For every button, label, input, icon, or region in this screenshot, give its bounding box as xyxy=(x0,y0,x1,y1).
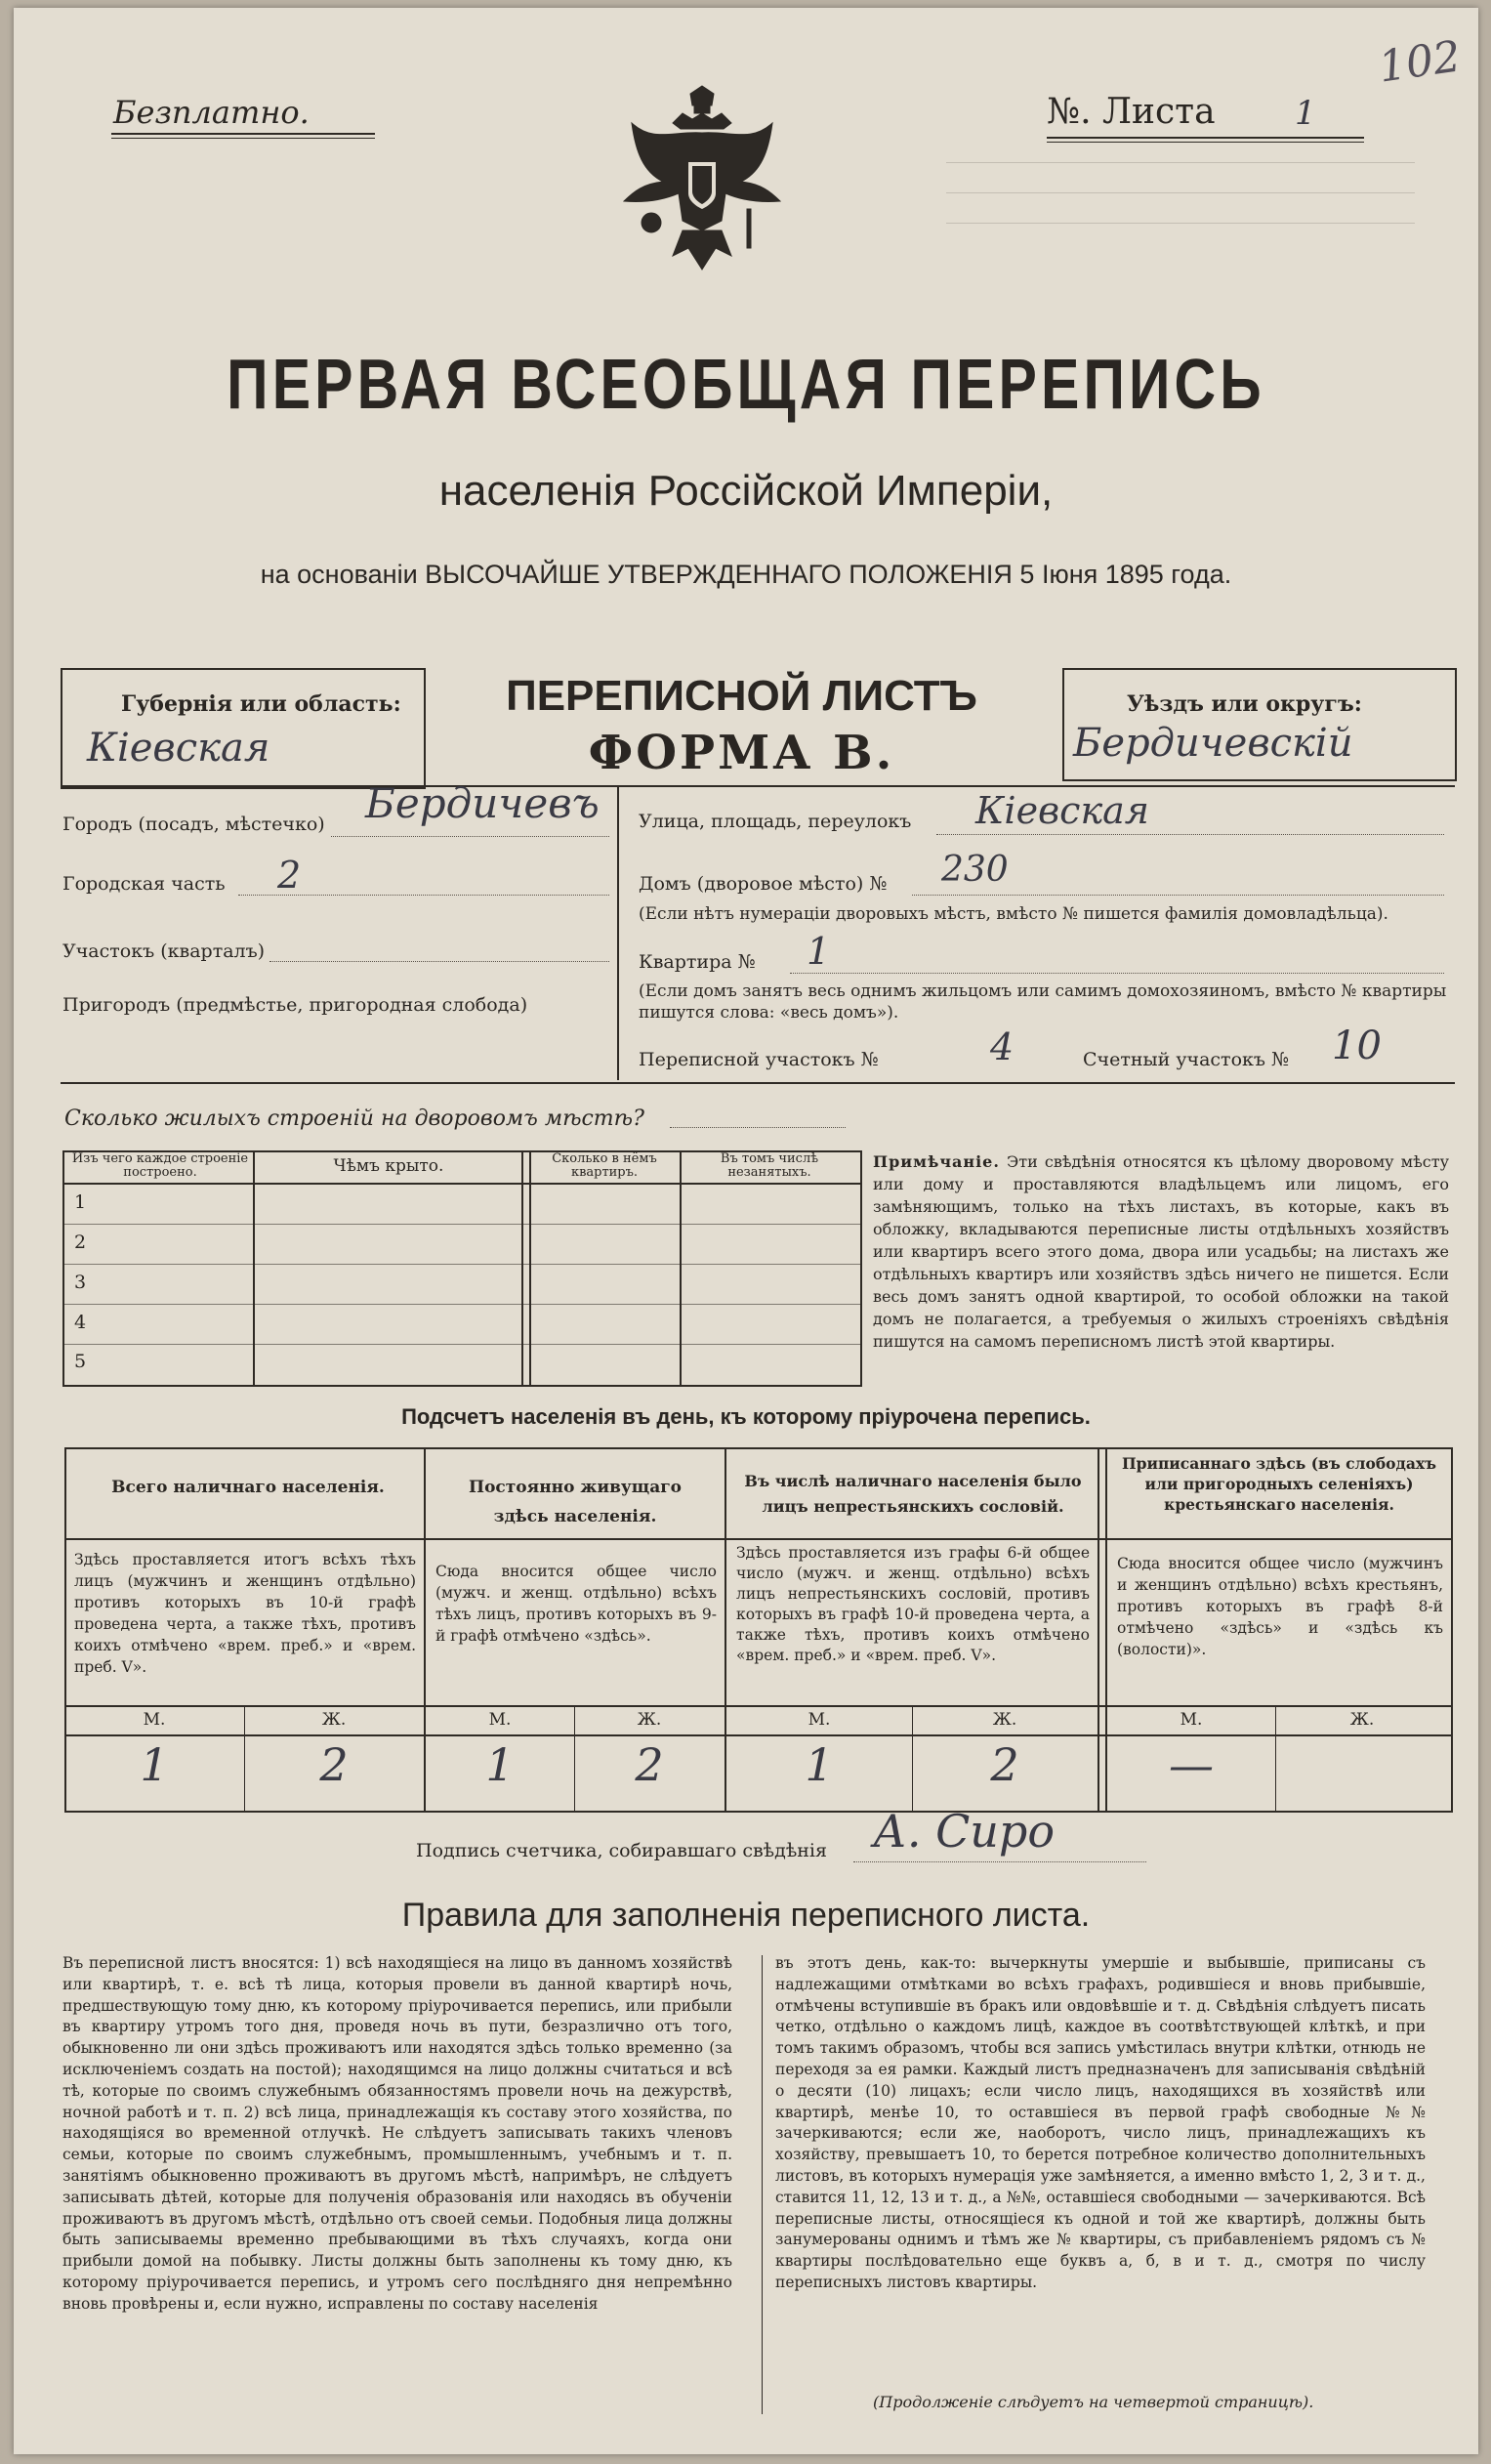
population-title: Подсчетъ населенія въ день, къ которому пріурочена перепись. xyxy=(401,1404,1091,1429)
census-area-label: Переписной участокъ № xyxy=(639,1049,879,1070)
city-part-label: Городская часть xyxy=(62,873,226,895)
pop-desc-total: Здѣсь проставляется итогъ всѣхъ тѣхъ лицъ (мужчинъ и женщинъ отдѣльно) противъ которыхъ въ 10-й графѣ проведена черта, а также тѣхъ, противъ коихъ отмѣчено «врем. преб.» и «врем. преб. V». xyxy=(74,1551,416,1676)
pop-head-nonpeasant: Въ числѣ наличнаго населенія было лицъ непрестьянскихъ сословій. xyxy=(744,1472,1082,1516)
pop-f-label: Ж. xyxy=(1349,1710,1375,1730)
signature-label: Подпись счетчика, собиравшаго свѣдѣнія xyxy=(416,1840,827,1861)
count-area-value: 10 xyxy=(1332,1023,1382,1068)
house-note: (Если нѣтъ нумераціи дворовыхъ мѣстъ, вмѣсто № пишется фамилія домовладѣльца). xyxy=(639,904,1388,924)
pop-f-label: Ж. xyxy=(321,1710,347,1730)
sheet-no-value: 1 xyxy=(1295,94,1316,133)
pop-desc-permanent: Сюда вносится общее число (мужч. и женщ. отдѣльно) всѣхъ тѣхъ лицъ, противъ которыхъ въ 9-й графѣ отмѣчено «здѣсь». xyxy=(435,1563,717,1645)
signature-value: А. Сиро xyxy=(873,1805,1056,1858)
buildings-col4: Въ томъ числѣ незанятыхъ. xyxy=(720,1151,819,1180)
pop-m-label: М. xyxy=(488,1710,512,1730)
rules-footer: (Продолженіе слѣдуетъ на четвертой страницѣ). xyxy=(873,2393,1314,2411)
bleed-through xyxy=(946,154,1415,281)
house-label: Домъ (дворовое мѣсто) № xyxy=(639,873,888,895)
census-sheet xyxy=(14,8,1478,2454)
pop-m-value: 1 xyxy=(140,1738,169,1791)
note-lead: Примѣчаніе. xyxy=(873,1152,1000,1171)
pop-desc-peasant: Сюда вносится общее число (мужчинъ и женщинъ отдѣльно) всѣхъ крестьянъ, противъ которыхъ въ графѣ 8-й отмѣчено «здѣсь» и «здѣсь къ (волости)». xyxy=(1117,1555,1443,1658)
buildings-row-num: 3 xyxy=(74,1272,87,1293)
pop-m-value: — xyxy=(1169,1738,1214,1791)
buildings-row-num: 2 xyxy=(74,1232,87,1253)
form-name: ФОРМА В. xyxy=(588,726,895,780)
pop-m-label: М. xyxy=(143,1710,166,1730)
pop-head-peasant: Приписаннаго здѣсь (въ слободахъ или пригородныхъ селеніяхъ) крестьянскаго населенія. xyxy=(1121,1454,1436,1514)
subtitle: населенія Россійской Имперіи, xyxy=(438,467,1054,515)
district-value: Бердичевскій xyxy=(1073,721,1353,766)
rules-left-column: Въ переписной листъ вносятся: 1) всѣ находящіеся на лицо въ данномъ хозяйствѣ или квартирѣ, т. е. всѣ тѣ лица, которыя провели въ данной квартирѣ ночь, предшествующую тому дню, къ которому пріурочивается перепись, или прибыли въ квартиру утромъ того дня, проведя ночь въ пути, безразлично отъ того, обыкновенно ли они здѣсь проживаютъ или находятся здѣсь только временно (за исключеніемъ создать на постой); находящимся на лицо должны считаться и всѣ тѣ, которые по своимъ служебнымъ обязанностямъ провели ночь на дежурствѣ, ночной работѣ и т. п. 2) всѣ лица, принадлежащія къ составу этого хозяйства, по находящіяся во временной отлучкѣ. Не слѣдуетъ записывать такихъ членовъ семьи, которые по своимъ служебнымъ, промышленнымъ, учебнымъ и т. п. занятіямъ обыкновенно проживаютъ въ другомъ мѣстѣ, напримѣръ, не слѣдуетъ записывать дѣтей, которые для полученія образованія или находясь въ обученіи проживаютъ въ другомъ мѣстѣ, отдѣльно отъ своей семьи. Подобныя лица должны быть записываемы временно пребывающими въ тѣхъ случаяхъ, когда они прибыли домой на побывку. Листы должны быть заполнены къ тому дню, къ которому пріурочивается перепись, и утромъ сего послѣдняго дня непремѣнно вновь провѣрены и, если нужно, исправлены по составу населенія xyxy=(62,1954,732,2313)
pop-m-value: 1 xyxy=(805,1738,834,1791)
pop-m-label: М. xyxy=(808,1710,831,1730)
pop-head-permanent: Постоянно живущаго здѣсь населенія. xyxy=(469,1478,682,1526)
pop-f-label: Ж. xyxy=(992,1710,1017,1730)
main-title: ПЕРВАЯ ВСЕОБЩАЯ ПЕРЕПИСЬ xyxy=(227,346,1265,424)
city-part-value: 2 xyxy=(277,854,302,897)
buildings-question: Сколько жилыхъ строеній на дворовомъ мѣстѣ? xyxy=(64,1107,644,1131)
buildings-col2: Чѣмъ крыто. xyxy=(333,1156,444,1176)
apartment-note: (Если домъ занятъ весь однимъ жильцомъ или самимъ домохозяиномъ, вмѣсто № квартиры пишутся слова: «весь домъ»). xyxy=(639,981,1447,1023)
apartment-value: 1 xyxy=(807,930,831,973)
pop-desc-nonpeasant: Здѣсь проставляется изъ графы 6-й общее число (мужч. и женщ. отдѣльно) всѣхъ лицъ непрестьянскихъ сословій, противъ которыхъ въ графѣ 10-й проведена черта, а также тѣхъ, противъ коихъ отмѣчено «врем. преб.» и «врем. преб. V». xyxy=(736,1544,1090,1664)
rules-title: Правила для заполненія переписного листа. xyxy=(401,1897,1091,1934)
pop-head-total: Всего наличнаго населенія. xyxy=(111,1478,385,1497)
pop-f-value: 2 xyxy=(319,1738,349,1791)
pop-f-value: 2 xyxy=(635,1738,664,1791)
form-title: ПЕРЕПИСНОЙ ЛИСТЪ xyxy=(506,672,977,720)
rules-right-column: въ этотъ день, как-то: вычеркнуты умершіе и выбывшіе, приписаны съ надлежащими отмѣтками во всѣхъ графахъ, родившіеся и вновь прибывшіе, отмѣчены вступившіе въ бракъ или овдовѣвшіе и т. д. Свѣдѣнія слѣдуетъ писать четко, отдѣльно о каждомъ лицѣ, каждое въ соотвѣтствующей клѣткѣ, и при томъ такимъ образомъ, чтобы вся запись умѣстилась внутри клѣтки, отнюдь не переходя за ея рамки. Каждый листъ предназначенъ для записыванія свѣдѣній о десяти (10) лицахъ; если число лицъ, находящихся въ хозяйствѣ или квартирѣ, менѣе 10, то оставшіеся въ первой графѣ свободные №№ зачеркиваются; если же, наоборотъ, число лицъ, принадлежащихъ къ хозяйству, превышаетъ 10, то берется потребное количество дополнительныхъ листовъ, въ которыхъ нумерація уже замѣняется, а именно вмѣсто 1, 2, 3 и т. д., ставится 11, 12, 13 и т. д., а №№, оставшіеся свободными — зачеркиваются. Всѣ переписные листы, относящіеся къ одной и той же квартирѣ, должны быть занумерованы однимъ и тѣмъ же № квартиры, съ прибавленіемъ рядомъ съ № квартиры послѣдовательно еще буквъ а, б, в и т. д., смотря по числу переписныхъ листовъ квартиры. xyxy=(775,1954,1426,2291)
buildings-row-num: 1 xyxy=(74,1191,87,1213)
apartment-label: Квартира № xyxy=(639,951,756,973)
buildings-row-num: 4 xyxy=(74,1312,87,1333)
basis-line: на основаніи ВЫСОЧАЙШЕ УТВЕРЖДЕННАГО ПОЛОЖЕНІЯ 5 Іюня 1895 года. xyxy=(260,560,1232,589)
street-value: Кіевская xyxy=(975,789,1149,832)
suburb-label: Пригородъ (предмѣстье, пригородная слобода) xyxy=(62,994,528,1016)
pop-f-label: Ж. xyxy=(637,1710,662,1730)
buildings-col1: Изъ чего каждое строеніе построено. xyxy=(71,1151,249,1180)
province-label: Губернія или область: xyxy=(121,691,401,717)
buildings-col3: Сколько в нёмъ квартиръ. xyxy=(552,1151,657,1180)
area-label: Участокъ (кварталъ) xyxy=(62,940,266,962)
page-mark: 102 xyxy=(1375,31,1465,93)
pop-f-value: 2 xyxy=(990,1738,1019,1791)
pop-m-label: М. xyxy=(1180,1710,1203,1730)
buildings-row-num: 5 xyxy=(74,1351,87,1372)
pop-m-value: 1 xyxy=(485,1738,515,1791)
sheet-no-label: №. Листа xyxy=(1047,92,1216,132)
city-label: Городъ (посадъ, мѣстечко) xyxy=(62,814,325,835)
house-value: 230 xyxy=(941,850,1009,890)
buildings-table xyxy=(62,1150,862,1387)
province-value: Кіевская xyxy=(87,726,270,771)
district-label: Уѣздъ или округъ: xyxy=(1127,691,1362,717)
census-area-value: 4 xyxy=(990,1025,1015,1068)
free-label: Безплатно. xyxy=(113,94,310,131)
coat-of-arms-icon xyxy=(614,84,790,309)
note xyxy=(873,1150,1449,1353)
note-text: Эти свѣдѣнія относятся къ цѣлому дворовому мѣсту или дому и проставляются владѣльцемъ или лицомъ, его замѣняющимъ, только на тѣхъ листахъ, въ которые, какъ въ обложку, вкладываются переписные листы отдѣльныхъ хозяйствъ или квартиръ всего этого дома, двора или усадьбы; на листахъ же отдѣльныхъ квартиръ или хозяйствъ здѣсь ничего не пишется. Если весь домъ занятъ одной квартирой, то особой обложки на такой домъ не полагается, а требуемыя о жилыхъ строеніяхъ свѣдѣнія пишутся на самомъ переписномъ листѣ этой квартиры. xyxy=(873,1152,1449,1351)
street-label: Улица, площадь, переулокъ xyxy=(639,811,912,832)
count-area-label: Счетный участокъ № xyxy=(1083,1049,1289,1070)
city-value: Бердичевъ xyxy=(365,779,600,827)
